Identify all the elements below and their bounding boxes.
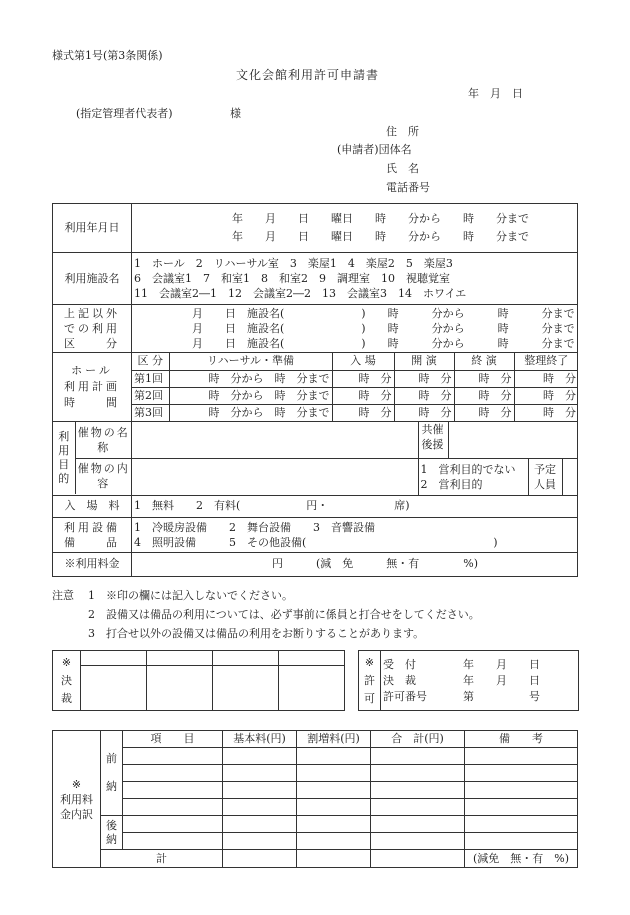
event-content-field[interactable] <box>132 459 418 495</box>
decision-stamp-1[interactable] <box>81 666 147 711</box>
facility-options-2[interactable]: 6 会議室1 7 和室1 8 和室2 9 調理室 10 視聴覚室 <box>134 272 450 285</box>
address-label: 住 所 <box>386 125 419 138</box>
use-date-label: 利用年月日 <box>53 204 132 253</box>
decision-stamp-3-title[interactable] <box>213 651 279 666</box>
permit-number[interactable]: 第 号 <box>463 689 540 703</box>
hall-row-3-open[interactable]: 時 分 <box>394 404 454 421</box>
hall-row-2-label: 第2回 <box>132 387 169 404</box>
other-use-row-3[interactable]: 月 日 施設名( ) 時 分から 時 分まで <box>192 337 575 350</box>
hall-header-rehearsal: リハーサル・準備 <box>169 353 332 370</box>
col-item: 項 目 <box>123 731 223 748</box>
equipment-label-1: 利用設備 <box>64 520 120 534</box>
facility-options-1[interactable]: 1 ホール 2 リハーサル室 3 楽屋1 4 楽屋2 5 楽屋3 <box>134 257 453 270</box>
approval-label: 決 裁 <box>383 673 416 687</box>
decision-stamp-3[interactable] <box>213 666 279 711</box>
hall-header-kubun: 区 分 <box>132 353 169 370</box>
decision-stamp-4[interactable] <box>279 666 345 711</box>
prepaid-row-3 <box>53 782 578 799</box>
purpose-label-table <box>53 422 132 494</box>
fee-label: ※利用料金 <box>53 552 132 576</box>
receipt-date[interactable]: 年 月 日 <box>463 657 540 671</box>
prepaid-row-1 <box>53 748 578 765</box>
use-date-line-2[interactable]: 年 月 日 曜日 時 分から 時 分まで <box>232 230 529 243</box>
event-content-label: 催物の内容 <box>77 462 130 491</box>
purpose-label: 利用目的 <box>53 422 75 494</box>
breakdown-label-1: 利用料 <box>60 792 93 806</box>
facility-options-3[interactable]: 11 会議室2―1 12 会議室2―2 13 会議室3 14 ホワイエ <box>134 287 467 300</box>
prepaid-row-4 <box>53 799 578 816</box>
other-use-row-2[interactable]: 月 日 施設名( ) 時 分から 時 分まで <box>192 322 575 335</box>
form-title: 文化会館利用許可申請書 <box>236 68 380 82</box>
decision-stamp-2-title[interactable] <box>147 651 213 666</box>
other-use-label-1: 上記以外 <box>64 307 120 320</box>
addressee: (指定管理者代表者) <box>76 107 173 120</box>
hall-row-2-open[interactable]: 時 分 <box>394 387 454 404</box>
total-basic[interactable] <box>223 850 297 868</box>
hall-plan-table <box>132 353 578 421</box>
purpose-detail-table <box>132 422 578 495</box>
phone-label: 電話番号 <box>386 181 430 194</box>
total-reduction: (減免 無・有 %) <box>465 850 578 868</box>
receipt-label: 受 付 <box>383 657 416 671</box>
hall-row-2-cleanup[interactable]: 時 分 <box>514 387 578 404</box>
total-extra[interactable] <box>297 850 371 868</box>
postpaid-row-1 <box>53 816 578 833</box>
hall-row-3-label: 第3回 <box>132 404 169 421</box>
other-use-label-2: での利用 <box>64 322 120 335</box>
event-name-field[interactable] <box>132 422 418 459</box>
approval-date[interactable]: 年 月 日 <box>463 673 540 687</box>
note-2: 2 設備又は備品の利用については、必ず事前に係員と打合せをしてください。 <box>88 608 480 621</box>
hall-row-2-rehearsal[interactable]: 時 分から 時 分まで <box>169 387 332 404</box>
breakdown-mark: ※ <box>71 777 82 791</box>
note-3: 3 打合せ以外の設備又は備品の利用をお断りすることがあります。 <box>88 627 425 640</box>
permit-label-1: 許 <box>364 673 375 687</box>
permit-mark: ※ <box>364 655 375 669</box>
entry-fee-value[interactable]: 1 無料 2 有料( 円・ 席) <box>132 495 578 517</box>
expected-people-field[interactable] <box>562 459 578 495</box>
hall-row-1-label: 第1回 <box>132 370 169 387</box>
hall-row-1-entry[interactable]: 時 分 <box>332 370 394 387</box>
hall-row-3-entry[interactable]: 時 分 <box>332 404 394 421</box>
decision-box <box>52 650 345 711</box>
prepaid-row-2 <box>53 765 578 782</box>
decision-stamp-1-title[interactable] <box>81 651 147 666</box>
applicant-org-label: (申請者)団体名 <box>337 143 412 156</box>
col-total: 合 計(円) <box>371 731 465 748</box>
other-use-label-3: 区 分 <box>64 337 120 350</box>
decision-stamp-4-title[interactable] <box>279 651 345 666</box>
equipment-label-2: 備 品 <box>64 535 120 549</box>
equipment-options-2[interactable]: 4 照明設備 5 その他設備( ) <box>134 535 498 549</box>
hall-row-3-rehearsal[interactable]: 時 分から 時 分まで <box>169 404 332 421</box>
profit-option[interactable]: 2 営利目的 <box>420 477 483 491</box>
facility-label: 利用施設名 <box>53 253 132 305</box>
col-remarks: 備 考 <box>465 731 578 748</box>
hall-header-cleanup: 整理終了 <box>514 353 578 370</box>
decision-mark: ※ <box>61 655 72 669</box>
use-date-line-1[interactable]: 年 月 日 曜日 時 分から 時 分まで <box>232 212 529 225</box>
hall-row-1-end[interactable]: 時 分 <box>454 370 514 387</box>
hall-plan-label-3: 時 間 <box>64 396 120 409</box>
hall-row-1-rehearsal[interactable]: 時 分から 時 分まで <box>169 370 332 387</box>
application-date: 年 月 日 <box>468 87 523 100</box>
other-use-row-1[interactable]: 月 日 施設名( ) 時 分から 時 分まで <box>192 307 575 320</box>
expected-people-label: 予定人員 <box>528 459 562 495</box>
notes-prefix: 注意 <box>52 589 74 602</box>
application-form-table <box>52 203 578 577</box>
entry-fee-label: 入 場 料 <box>53 495 132 517</box>
permit-number-label: 許可番号 <box>383 689 427 703</box>
decision-label-2: 裁 <box>61 691 72 705</box>
postpaid-label: 後納 <box>101 816 123 850</box>
col-basic-fee: 基本料(円) <box>223 731 297 748</box>
permit-box <box>358 650 579 711</box>
name-label: 氏 名 <box>386 162 419 175</box>
hall-row-3-cleanup[interactable]: 時 分 <box>514 404 578 421</box>
decision-label-1: 決 <box>61 673 72 687</box>
hall-row-1-cleanup[interactable]: 時 分 <box>514 370 578 387</box>
hall-row-2-end[interactable]: 時 分 <box>454 387 514 404</box>
hall-row-2-entry[interactable]: 時 分 <box>332 387 394 404</box>
hall-plan-label-2: 利用計画 <box>64 380 120 393</box>
hall-header-end: 終 演 <box>454 353 514 370</box>
event-name-label: 催物の名称 <box>75 422 132 458</box>
hall-row-3-end[interactable]: 時 分 <box>454 404 514 421</box>
col-extra-fee: 割増料(円) <box>297 731 371 748</box>
fee-value: 円 (減 免 無・有 %) <box>132 552 578 576</box>
form-number: 様式第1号(第3条関係) <box>52 49 163 62</box>
decision-stamp-2[interactable] <box>147 666 213 711</box>
equipment-options-1[interactable]: 1 冷暖房設備 2 舞台設備 3 音響設備 <box>134 520 375 534</box>
note-1: 1 ※印の欄には記入しないでください。 <box>88 589 293 602</box>
honorific: 様 <box>230 107 241 120</box>
hall-header-open: 開 演 <box>394 353 454 370</box>
fee-breakdown-table <box>52 730 578 868</box>
breakdown-label-2: 金内訳 <box>60 807 93 821</box>
permit-label-2: 可 <box>364 691 375 705</box>
hall-header-entry: 入 場 <box>332 353 394 370</box>
hall-plan-label-1: ホール <box>71 364 113 377</box>
prepaid-label: 前納 <box>101 731 123 816</box>
nonprofit-option[interactable]: 1 営利目的でない <box>420 462 516 476</box>
total-row <box>53 850 578 868</box>
hall-row-1-open[interactable]: 時 分 <box>394 370 454 387</box>
total-sum[interactable] <box>371 850 465 868</box>
total-label: 計 <box>101 850 223 868</box>
sponsor-label: 共催後援 <box>419 422 449 458</box>
postpaid-row-2 <box>53 833 578 850</box>
